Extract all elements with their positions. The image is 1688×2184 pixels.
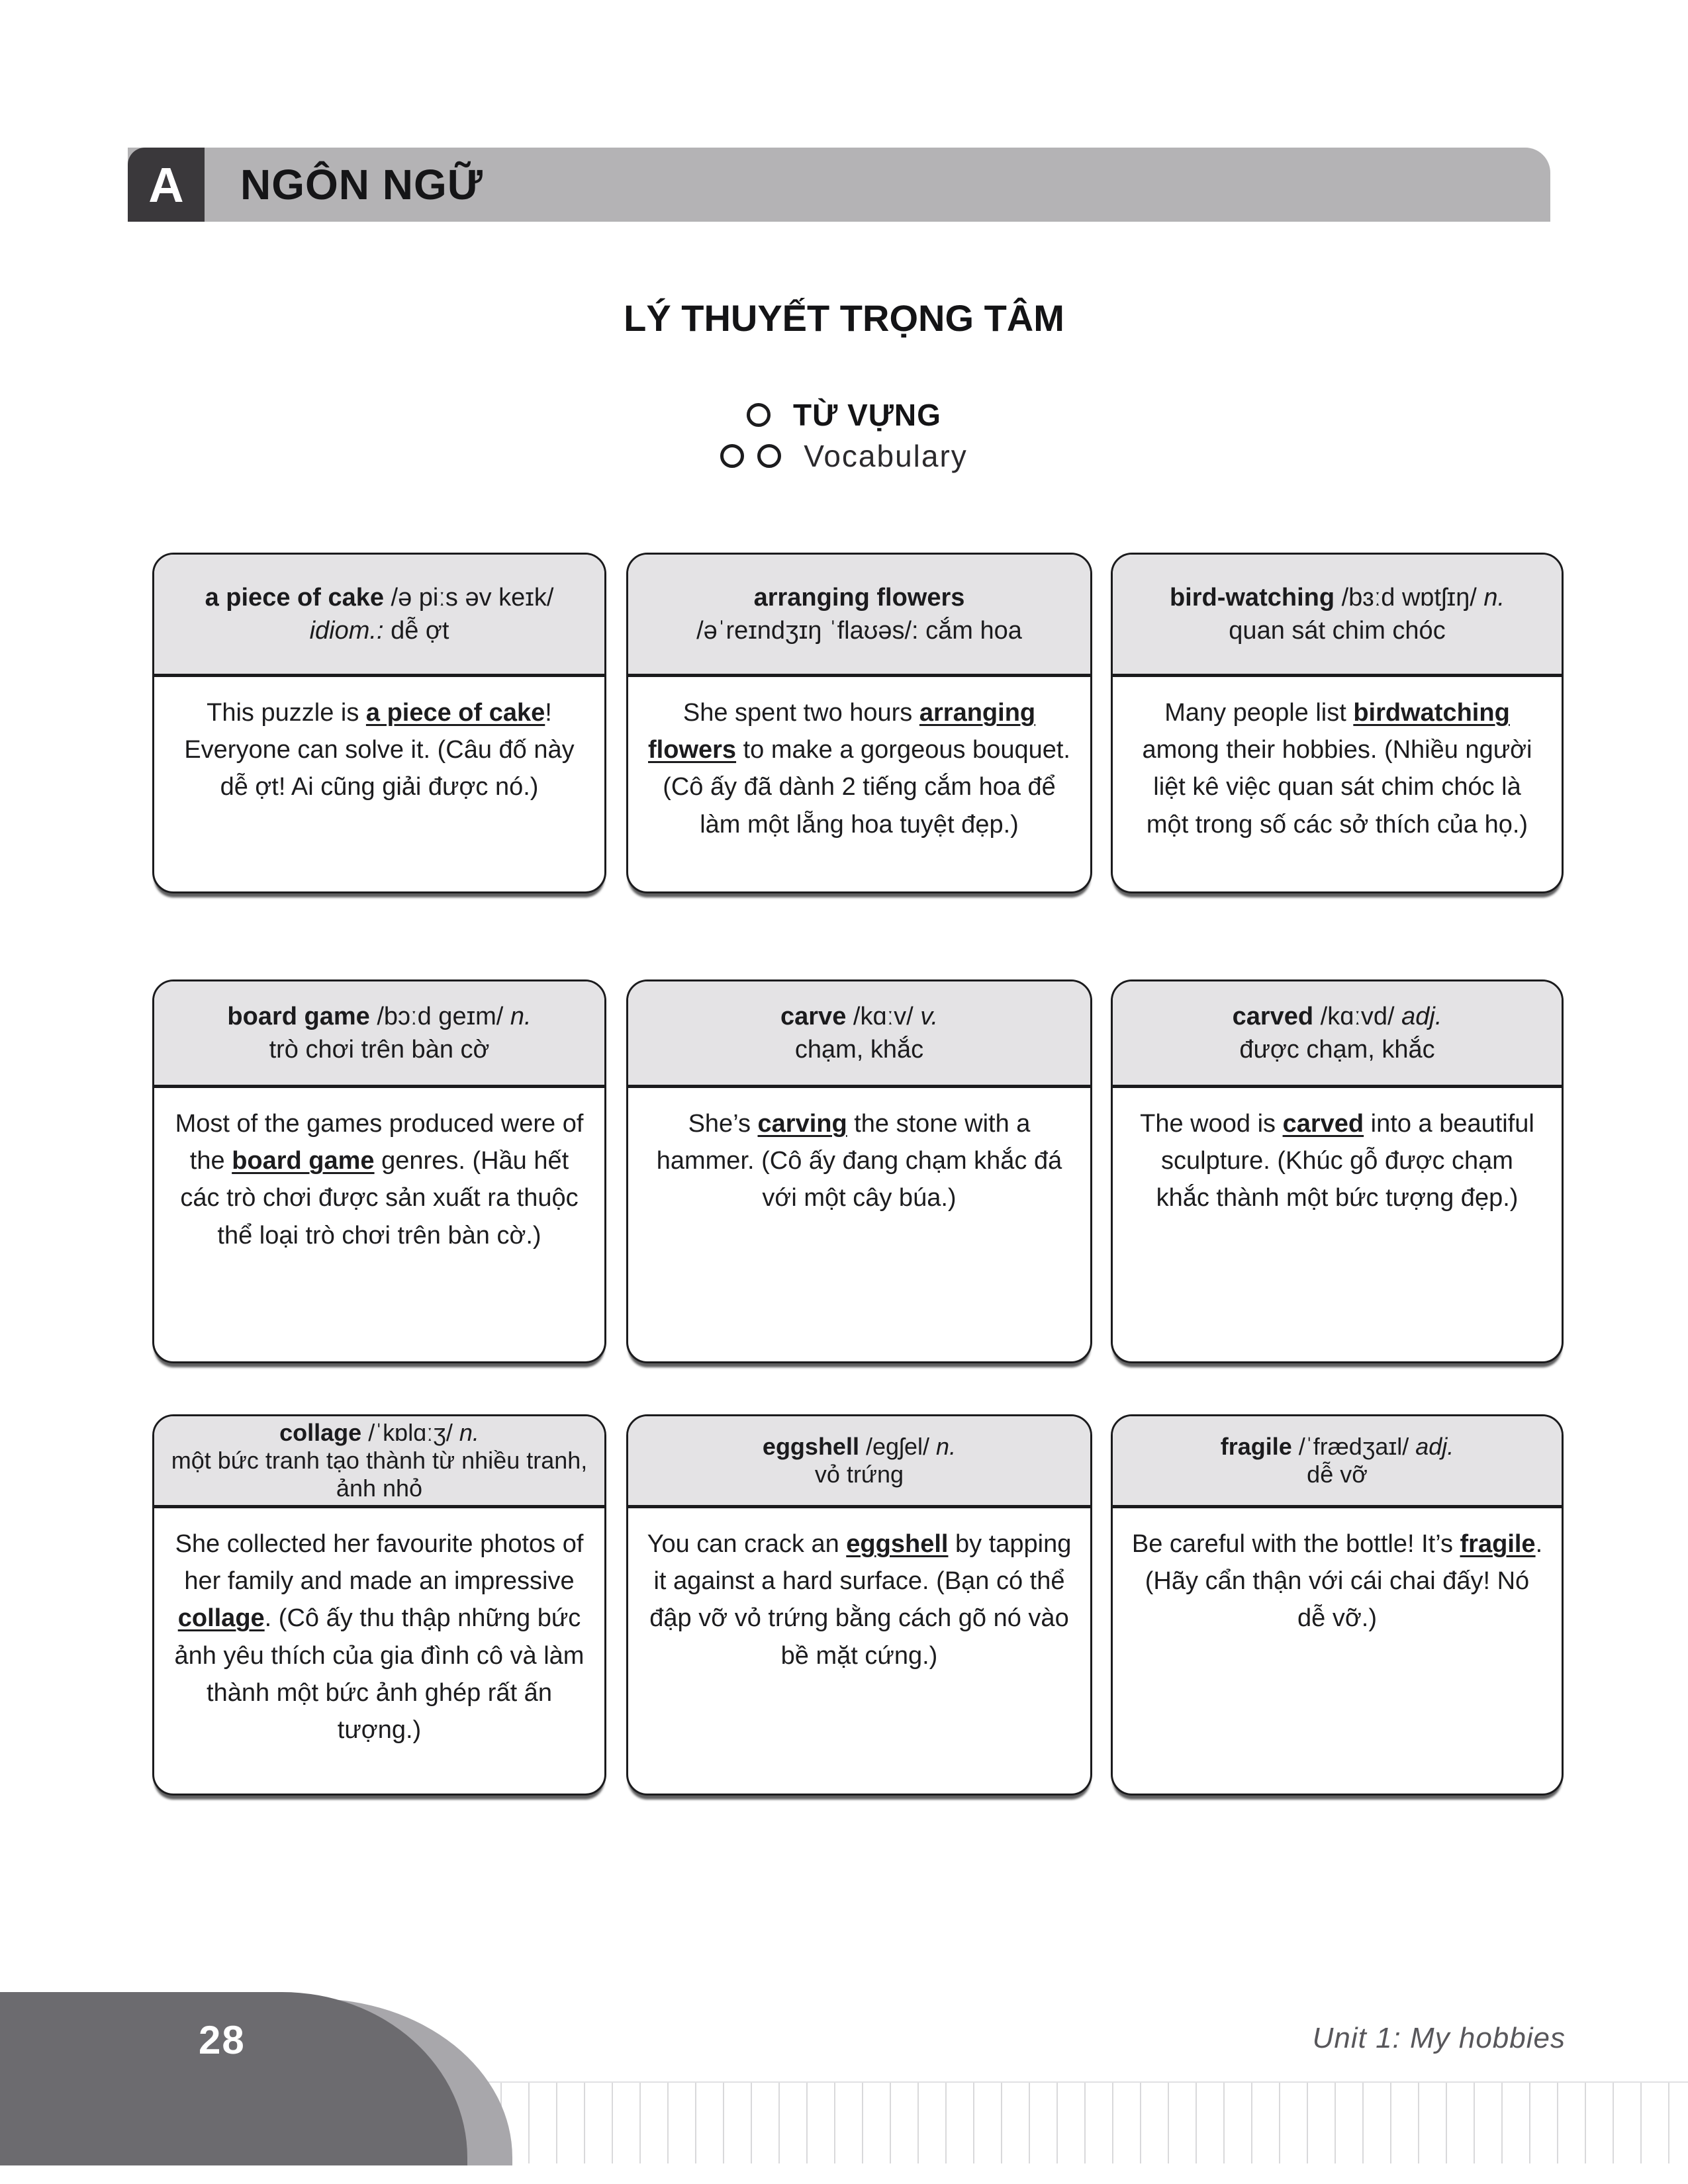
card-term-line <box>227 1000 531 1033</box>
phonetic: /bɔːd geɪm/ <box>369 1002 504 1030</box>
card-example <box>154 674 604 813</box>
term: fragile <box>1220 1432 1292 1460</box>
card-example <box>154 1085 604 1261</box>
term: carved <box>1232 1002 1314 1030</box>
card-term-line <box>1170 581 1505 614</box>
card-term-line <box>754 581 965 614</box>
example-text: Most of the games produced were of the <box>175 1110 584 1175</box>
card-meaning-line <box>815 1461 904 1488</box>
term: arranging flowers <box>753 583 965 612</box>
meaning: trò chơi trên bàn cờ <box>269 1036 490 1064</box>
card-header <box>628 981 1090 1085</box>
section-letter-badge <box>128 148 205 222</box>
card-meaning-line <box>795 1033 923 1066</box>
card-example <box>628 674 1090 850</box>
example-keyword: eggshell <box>846 1530 949 1558</box>
card-header <box>154 1416 604 1505</box>
meaning: dễ ợt <box>383 617 449 645</box>
example-text: . (Hãy cẩn thận với cái chai đấy! Nó dễ vỡ.) <box>1145 1530 1543 1633</box>
card-header <box>154 981 604 1085</box>
part-of-speech: n. <box>1476 583 1505 612</box>
vocab-card-a-piece-of-cake <box>152 553 606 893</box>
phonetic: /egʃel/ <box>859 1432 930 1460</box>
vocab-card-fragile <box>1111 1414 1564 1796</box>
term: carve <box>780 1002 847 1030</box>
card-example <box>154 1505 604 1755</box>
example-text: The wood is <box>1140 1110 1283 1138</box>
page-number: 28 <box>199 2018 246 2062</box>
term: bird-watching <box>1169 583 1335 612</box>
subtitle-vi: TỪ VỰNG <box>793 398 941 432</box>
circle-bullet-icon <box>720 444 744 468</box>
card-term-line <box>279 1419 479 1447</box>
vocab-card-eggshell <box>626 1414 1092 1796</box>
example-text: You can crack an <box>647 1530 847 1558</box>
vocab-card-carved <box>1111 979 1564 1363</box>
example-keyword: a piece of cake <box>365 699 545 727</box>
example-keyword: fragile <box>1460 1530 1536 1558</box>
card-term-line <box>205 581 554 614</box>
example-text: into a beautiful sculpture. (Khúc gỗ được chạm khắc thành một bức tượng đẹp.) <box>1156 1110 1534 1212</box>
card-meaning-line <box>310 614 449 647</box>
example-text: the stone with a hammer. (Cô ấy đang chạm khắc đá với một cây búa.) <box>656 1110 1062 1212</box>
card-meaning-line <box>1229 614 1445 647</box>
card-term-line <box>780 1000 938 1033</box>
phonetic: /ə piːs əv keɪk/ <box>383 583 554 612</box>
example-text: genres. (Hầu hết các trò chơi được sản xuất ra thuộc thể loại trò chơi trên bàn cờ.) <box>180 1147 579 1250</box>
card-header <box>1113 1416 1562 1505</box>
example-text: This puzzle is <box>207 699 366 727</box>
meaning: dễ vỡ <box>1307 1461 1368 1488</box>
vocab-card-carve <box>626 979 1092 1363</box>
meaning: vỏ trứng <box>814 1461 904 1488</box>
part-of-speech: adj. <box>1394 1002 1442 1030</box>
section-letter: A <box>148 157 184 212</box>
page-title: LÝ THUYẾT TRỌNG TÂM <box>624 297 1064 339</box>
card-header <box>628 555 1090 674</box>
meaning: được chạm, khắc <box>1239 1036 1435 1064</box>
card-meaning-line <box>269 1033 490 1066</box>
part-of-speech: adj. <box>1409 1432 1454 1460</box>
example-text: She’s <box>688 1110 758 1138</box>
card-header <box>1113 981 1562 1085</box>
example-text: ! Everyone can solve it. (Câu đố này dễ ợt! Ai cũng giải được nó.) <box>184 699 575 801</box>
card-meaning-line <box>696 614 1022 647</box>
part-of-speech: n. <box>503 1002 532 1030</box>
example-keyword: collage <box>177 1604 265 1633</box>
example-text: She spent two hours <box>682 699 919 727</box>
example-keyword: carved <box>1282 1110 1364 1138</box>
subtitle-vi-row <box>0 397 1688 433</box>
card-meaning-line <box>169 1447 590 1502</box>
example-keyword: board game <box>232 1147 375 1175</box>
card-term-line <box>1221 1433 1454 1461</box>
card-term-line <box>763 1433 956 1461</box>
footer-unit-label: Unit 1: My hobbies <box>1312 2022 1566 2054</box>
example-text: She collected her favourite photos of her family and made an impressive <box>175 1530 584 1596</box>
term: collage <box>279 1418 362 1446</box>
meaning: quan sát chim chóc <box>1229 617 1446 645</box>
vocab-card-collage <box>152 1414 606 1796</box>
part-of-speech: n. <box>929 1432 957 1460</box>
example-text: among their hobbies. (Nhiều người liệt kê việc quan sát chim chóc là một trong số các sở thích của họ.) <box>1142 736 1532 839</box>
phonetic: /ˈfrædʒaɪl/ <box>1291 1432 1409 1460</box>
part-of-speech: v. <box>913 1002 938 1030</box>
phonetic: /kɑːvd/ <box>1313 1002 1395 1030</box>
card-example <box>628 1505 1090 1681</box>
card-example <box>1113 1085 1562 1224</box>
vocab-card-arranging-flowers <box>626 553 1092 893</box>
card-example <box>1113 674 1562 850</box>
example-text: Many people list <box>1164 699 1354 727</box>
example-text: Be careful with the bottle! It’s <box>1131 1530 1460 1558</box>
example-text: by tapping it against a hard surface. (Bạn có thể đập vỡ vỏ trứng bằng cách gõ nó vào bề mặt cứng.) <box>649 1530 1072 1670</box>
card-meaning-line <box>1239 1033 1434 1066</box>
vocab-card-board-game <box>152 979 606 1363</box>
card-term-line <box>1233 1000 1442 1033</box>
card-header <box>154 555 604 674</box>
part-of-speech: n. <box>452 1418 479 1446</box>
subtitle-en: Vocabulary <box>804 439 968 473</box>
vocab-card-bird-watching <box>1111 553 1564 893</box>
example-text: . (Cô ấy thu thập những bức ảnh yêu thích của gia đình cô và làm thành một bức ảnh ghép rất ấn tượng.) <box>174 1604 585 1745</box>
meaning: /əˈreɪndʒɪŋ ˈflaʊəs/: cắm hoa <box>696 617 1022 645</box>
card-example <box>628 1085 1090 1224</box>
example-keyword: arranging flowers <box>648 699 1036 764</box>
circle-bullet-icon <box>747 403 771 427</box>
meaning-label: idiom.: <box>309 617 384 645</box>
card-meaning-line <box>1307 1461 1368 1488</box>
card-header <box>1113 555 1562 674</box>
card-header <box>628 1416 1090 1505</box>
term: a piece of cake <box>205 583 384 612</box>
card-example <box>1113 1505 1562 1644</box>
section-header-title: NGÔN NGỮ <box>240 161 483 208</box>
phonetic: /kɑːv/ <box>846 1002 914 1030</box>
phonetic: /ˈkɒlɑːʒ/ <box>361 1418 453 1446</box>
example-text: to make a gorgeous bouquet. (Cô ấy đã dành 2 tiếng cắm hoa để làm một lẵng hoa tuyệt đẹp.) <box>663 736 1070 839</box>
example-keyword: carving <box>757 1110 847 1138</box>
term: board game <box>227 1002 370 1030</box>
meaning: chạm, khắc <box>794 1036 924 1064</box>
term: eggshell <box>762 1432 859 1460</box>
circle-bullet-icon <box>757 444 781 468</box>
subtitle-en-row <box>0 438 1688 474</box>
phonetic: /bɜːd wɒtʃɪŋ/ <box>1335 583 1477 612</box>
meaning: một bức tranh tạo thành từ nhiều tranh, ảnh nhỏ <box>171 1446 588 1502</box>
example-keyword: birdwatching <box>1353 699 1510 727</box>
